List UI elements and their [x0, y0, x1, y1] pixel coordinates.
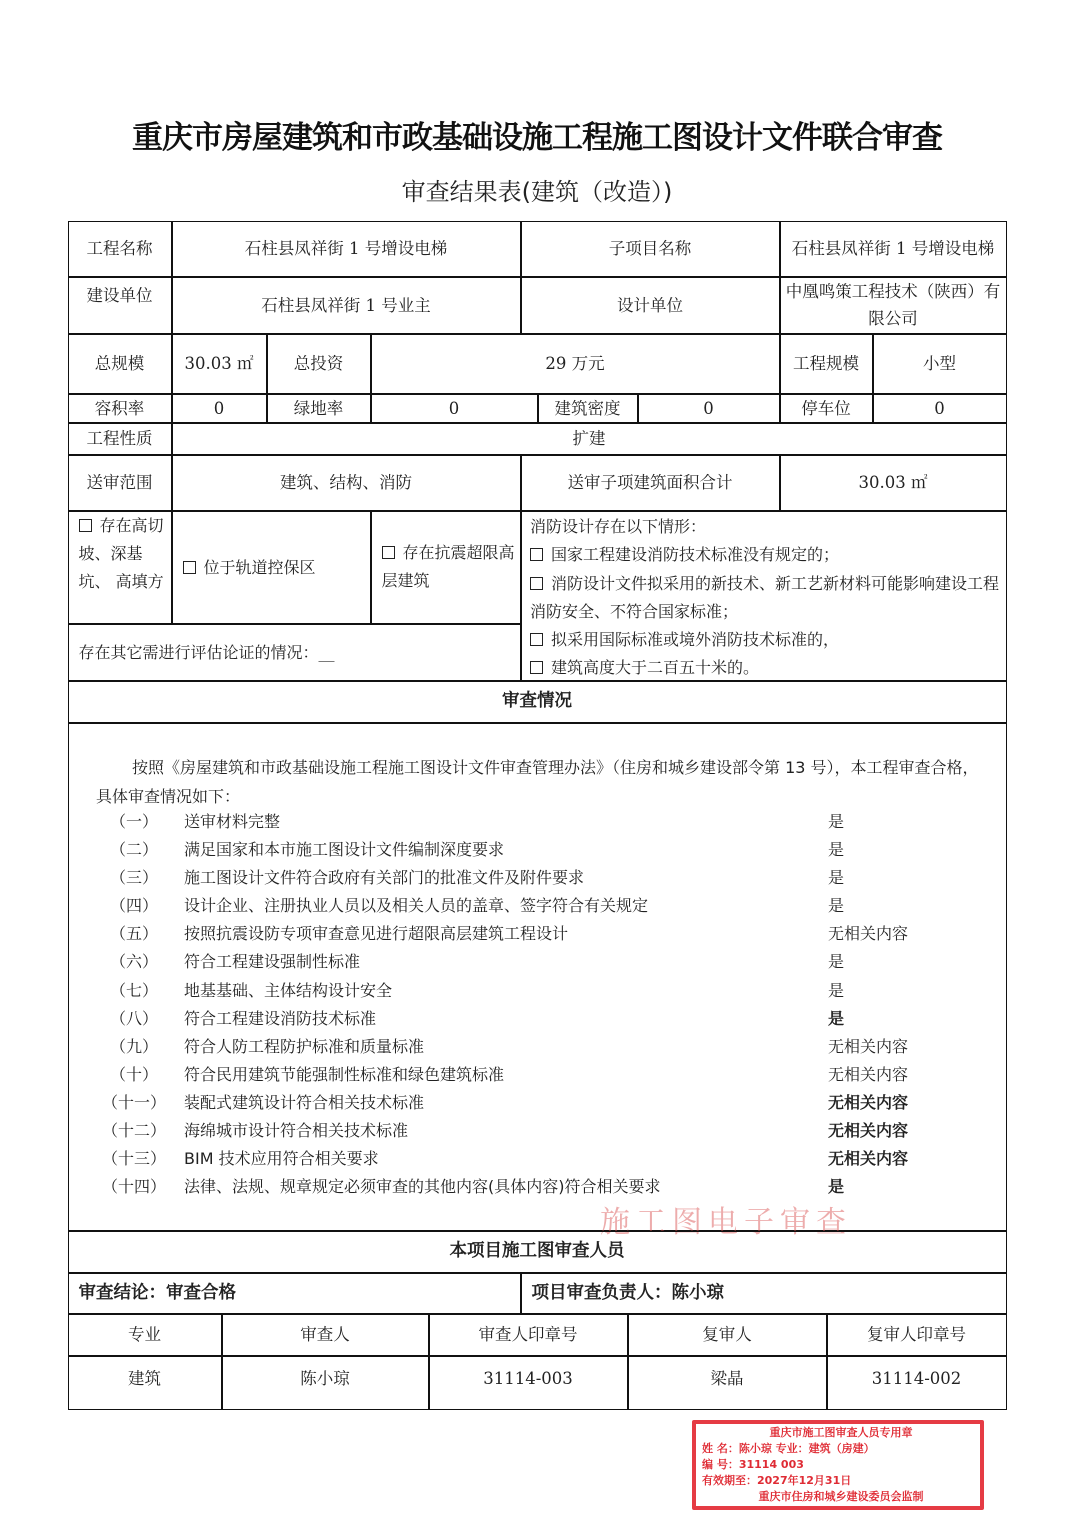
fire-item-label: 拟采用国际标准或境外消防技术标准的，: [551, 630, 840, 650]
review-item-text: 符合工程建设消防技术标准: [184, 1008, 377, 1028]
review-item-result: 是: [828, 952, 845, 972]
personnel-section-title: 本项目施工图审查人员: [68, 1231, 1007, 1273]
scope-label: 送审范围: [68, 455, 172, 511]
header-reviewer-seal: 审查人印章号: [429, 1314, 628, 1356]
review-item: [96, 1033, 996, 1061]
review-conclusion: 审查结论：审查合格: [68, 1273, 521, 1314]
subproject-name-label: 子项目名称: [521, 221, 780, 277]
review-item-result: 无相关内容: [828, 1149, 909, 1169]
review-item-number: （五）: [109, 924, 158, 944]
document-title: 重庆市房屋建筑和市政基础设施工程施工图设计文件联合审查: [132, 120, 942, 156]
fire-item-label: 国家工程建设消防技术标准没有规定的；: [551, 545, 840, 565]
rail-zone-label: 位于轨道控保区: [203, 557, 316, 577]
review-item: [96, 1173, 996, 1201]
review-item-result: 是: [828, 980, 845, 1000]
review-item-result: 无相关内容: [828, 1036, 909, 1056]
review-item-text: 符合人防工程防护标准和质量标准: [184, 1036, 425, 1056]
review-item-number: （十四）: [101, 1177, 166, 1197]
review-item-result: 无相关内容: [828, 1064, 909, 1084]
review-item: [96, 1145, 996, 1173]
review-item-result: 无相关内容: [828, 924, 909, 944]
review-item-text: 符合工程建设强制性标准: [184, 952, 361, 972]
fire-design-title: 消防设计存在以下情形：: [530, 517, 707, 536]
green-ratio-label: 绿地率: [267, 394, 371, 423]
review-item-text: 符合民用建筑节能强制性标准和绿色建筑标准: [184, 1064, 505, 1084]
review-item: [96, 1089, 996, 1117]
fire-item-label: 消防设计文件拟采用的新技术、新工艺新材料可能影响建设工程消防安全、不符合国家标准；: [530, 573, 1000, 621]
row-reviewer-seal: 31114-003: [429, 1356, 628, 1410]
review-item: [96, 864, 996, 892]
review-item-result: 是: [828, 840, 845, 860]
review-item-number: （十一）: [101, 1092, 166, 1112]
stamp-line-4: 有效期至：2027年12月31日: [702, 1474, 852, 1487]
review-item-text: 按照抗震设防专项审查意见进行超限高层建筑工程设计: [184, 924, 569, 944]
review-item: [96, 920, 996, 948]
review-item-number: （六）: [109, 952, 158, 972]
project-name-label: 工程名称: [68, 221, 172, 277]
review-item-number: （八）: [109, 1008, 158, 1028]
review-item-text: BIM 技术应用符合相关要求: [184, 1149, 379, 1169]
parking-value: 0: [873, 394, 1007, 423]
designer-label: 设计单位: [521, 277, 780, 334]
fire-item-3[interactable]: [530, 626, 1008, 654]
review-item: [96, 1117, 996, 1145]
review-item-text: 法律、法规、规章规定必须审查的其他内容(具体内容)符合相关要求: [184, 1177, 661, 1197]
review-item-number: （十二）: [101, 1121, 166, 1141]
nature-value: 扩建: [172, 423, 1007, 455]
review-item-result: 是: [828, 1177, 845, 1197]
checkbox-icon: [530, 633, 543, 646]
fire-item-2[interactable]: [530, 570, 1008, 627]
review-intro: 按照《房屋建筑和市政基础设施工程施工图设计文件审查管理办法》（住房和城乡建设部令第 13 号），本工程审查合格，具体审查情况如下：: [96, 758, 979, 806]
green-ratio-value: 0: [371, 394, 538, 423]
review-item-number: （七）: [109, 980, 158, 1000]
high-slope-check[interactable]: [68, 511, 172, 624]
document-subtitle: 审查结果表(建筑（改造）): [401, 178, 673, 206]
rail-zone-check[interactable]: [172, 511, 371, 624]
review-item: [96, 1061, 996, 1089]
review-item: [96, 977, 996, 1005]
header-reviewer: 审查人: [222, 1314, 429, 1356]
review-item-result: 无相关内容: [828, 1092, 909, 1112]
review-item: [96, 892, 996, 920]
seismic-highrise-label: 存在抗震超限高层建筑: [381, 543, 515, 590]
review-item: [96, 808, 996, 836]
header-rereviewer-seal: 复审人印章号: [827, 1314, 1007, 1356]
review-item-number: （四）: [109, 896, 158, 916]
review-items-list: [96, 808, 996, 1201]
checkbox-icon: [530, 661, 543, 674]
review-item-number: （三）: [109, 868, 158, 888]
header-specialty: 专业: [68, 1314, 222, 1356]
builder-value: 石柱县凤祥街 1 号业主: [172, 277, 521, 334]
fire-item-1[interactable]: [530, 541, 1008, 569]
stamp-line-2: 姓 名：陈小琼 专业：建筑（房建）: [702, 1442, 875, 1455]
project-name-value: 石柱县凤祥街 1 号增设电梯: [172, 221, 521, 277]
stamp-line-5: 重庆市住房和城乡建设委员会监制: [758, 1490, 924, 1503]
review-item-number: （二）: [109, 840, 158, 860]
plot-ratio-label: 容积率: [68, 394, 172, 423]
review-item: [96, 948, 996, 976]
watermark-text: 施工图电子审查: [600, 1205, 852, 1240]
review-item-text: 地基基础、主体结构设计安全: [184, 980, 393, 1000]
review-item-result: 无相关内容: [828, 1121, 909, 1141]
checkbox-icon: [530, 548, 543, 561]
row-rereviewer: 梁晶: [628, 1356, 827, 1410]
review-section-title: 审查情况: [68, 681, 1007, 723]
review-item-text: 送审材料完整: [184, 812, 281, 831]
review-item-number: （十三）: [101, 1149, 166, 1169]
total-scale-value: 30.03 ㎡: [172, 334, 267, 394]
high-slope-label: 存在高切坡、深基坑、 高填方: [78, 515, 164, 591]
checkbox-icon: [530, 577, 543, 590]
designer-value: 中凰鸣策工程技术（陕西）有限公司: [780, 277, 1007, 334]
fire-design-list: [530, 513, 1008, 683]
reviewer-seal-stamp: [692, 1420, 984, 1510]
plot-ratio-value: 0: [172, 394, 267, 423]
checkbox-icon: [79, 519, 92, 532]
review-item-number: （九）: [109, 1036, 158, 1056]
subproject-name-value: 石柱县凤祥街 1 号增设电梯: [780, 221, 1007, 277]
building-density-label: 建筑密度: [538, 394, 638, 423]
header-rereviewer: 复审人: [628, 1314, 827, 1356]
review-item-text: 施工图设计文件符合政府有关部门的批准文件及附件要求: [184, 868, 585, 888]
project-scale-value: 小型: [873, 334, 1007, 394]
scope-value: 建筑、结构、消防: [172, 455, 521, 511]
total-investment-label: 总投资: [267, 334, 371, 394]
nature-label: 工程性质: [68, 423, 172, 455]
checkbox-icon: [183, 561, 196, 574]
review-item-text: 装配式建筑设计符合相关技术标准: [184, 1092, 425, 1112]
lead-reviewer: 项目审查负责人：陈小琼: [521, 1273, 1007, 1314]
review-item-number: （一）: [109, 812, 158, 831]
review-item-text: 设计企业、注册执业人员以及相关人员的盖章、签字符合有关规定: [184, 896, 649, 916]
review-item-result: 是: [828, 1008, 845, 1028]
builder-label: 建设单位: [68, 277, 172, 334]
review-item-result: 是: [828, 896, 845, 916]
row-specialty: 建筑: [68, 1356, 222, 1410]
checkbox-icon: [382, 546, 395, 559]
review-item: [96, 1005, 996, 1033]
building-density-value: 0: [638, 394, 780, 423]
other-eval-text: 存在其它需进行评估论证的情况：__: [68, 624, 521, 681]
review-item-text: 海绵城市设计符合相关技术标准: [184, 1121, 409, 1141]
total-scale-label: 总规模: [68, 334, 172, 394]
review-item-text: 满足国家和本市施工图设计文件编制深度要求: [184, 840, 505, 860]
row-rereviewer-seal: 31114-002: [827, 1356, 1007, 1410]
fire-item-4[interactable]: [530, 654, 1008, 682]
stamp-line-1: 重庆市施工图审查人员专用章: [769, 1426, 913, 1439]
fire-item-label: 建筑高度大于二百五十米的。: [551, 658, 760, 678]
stamp-line-3: 编 号：31114 003: [702, 1458, 804, 1471]
total-investment-value: 29 万元: [371, 334, 780, 394]
parking-label: 停车位: [780, 394, 873, 423]
review-item: [96, 836, 996, 864]
project-scale-label: 工程规模: [780, 334, 873, 394]
seismic-highrise-check[interactable]: [371, 511, 521, 624]
row-reviewer: 陈小琼: [222, 1356, 429, 1410]
review-item-result: 是: [828, 868, 845, 888]
area-total-label: 送审子项建筑面积合计: [521, 455, 780, 511]
review-item-result: 是: [828, 812, 845, 831]
review-item-number: （十）: [109, 1064, 158, 1084]
area-total-value: 30.03 ㎡: [780, 455, 1007, 511]
